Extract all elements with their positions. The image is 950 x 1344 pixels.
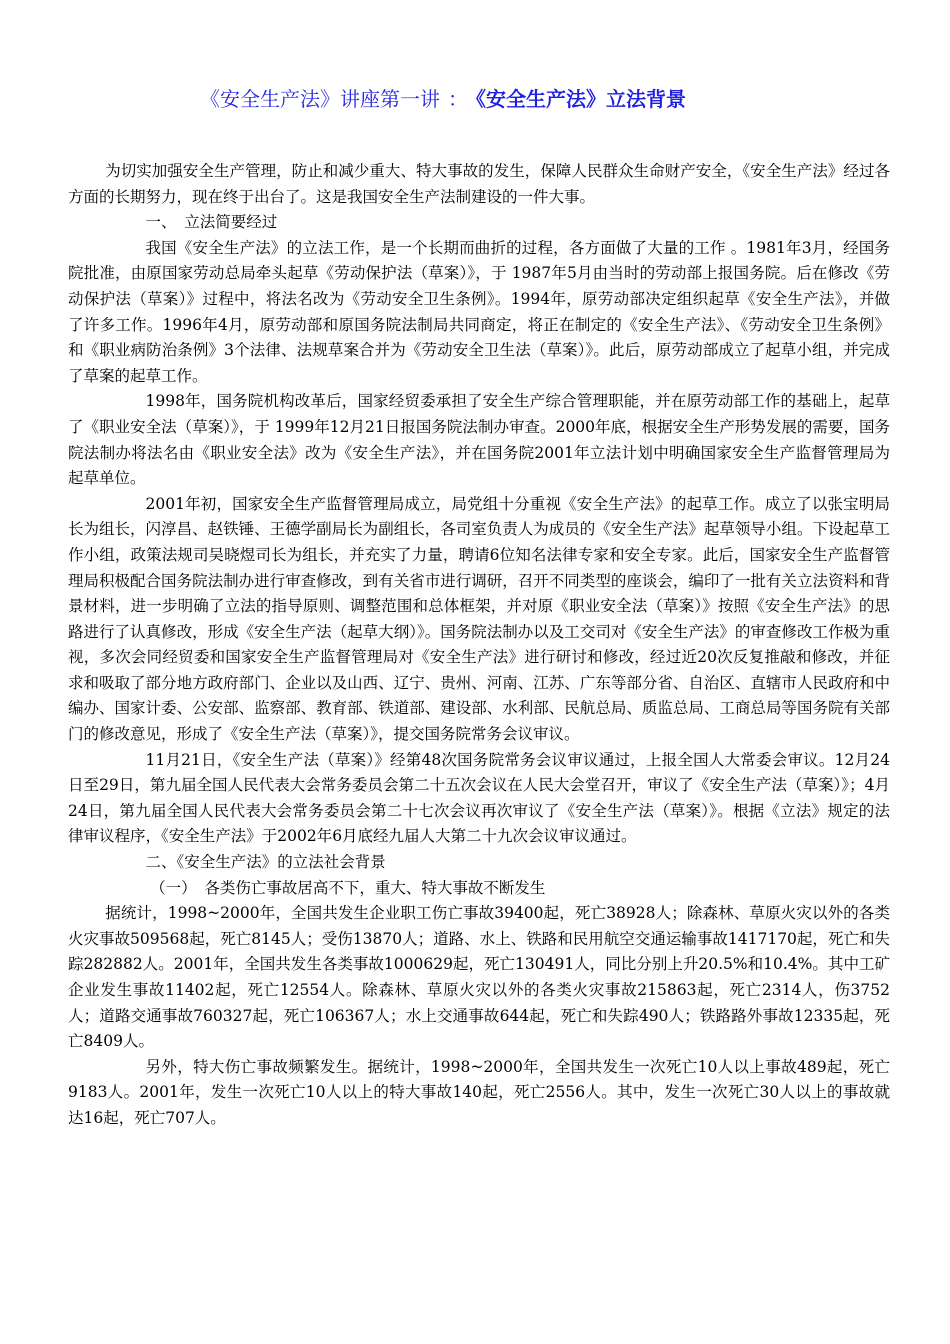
section-heading-1: 一、 立法简要经过 (145, 213, 278, 232)
title-main: 《安全生产法》立法背景 (476, 87, 686, 111)
intro-paragraph: 为切实加强安全生产管理，防止和减少重大、特大事故的发生，保障人民群众生命财产安全，《安全生产法》经过各方面的长期努力，现在终于出台了。这是我国安全生产法制建设的一件大事。 (68, 162, 890, 206)
body-paragraph: 另外，特大伤亡事故频繁发生。据统计，1998~2000年，全国共发生一次死亡10人以上事故489起，死亡9183人。2001年，发生一次死亡10人以上的特大事故140起，死亡2556人。其中，发生一次死亡30人以上的事故就达16起，死亡707人。 (68, 1057, 890, 1127)
section-heading-2: 二、《安全生产法》的立法社会背景 (145, 853, 386, 872)
body-paragraph: 我国《安全生产法》的立法工作，是一个长期而曲折的过程，各方面做了大量的工作 。1981年3月，经国务院批准，由原国家劳动总局牵头起草《劳动保护法（草案）》，于 1987年5月由当时的劳动部上报国务院。后在修改《劳动保护法（草案）》过程中，将法名改为《劳动安全卫生条例》。1994年，原劳动部决定组织起草《安全生产法》，并做了许多工作。1996年4月，原劳动部和原国务院法制局共同商定，将正在制定的《安全生产法》、《劳动安全卫生条例》和《职业病防治条例》3个法律、法规草案合并为《劳动安全卫生法（草案）》。此后，原劳动部成立了起草小组，并完成了草案的起草工作。 (68, 238, 890, 385)
subsection-heading-1: （一） 各类伤亡事故居高不下，重大、特大事故不断发生 (150, 878, 546, 897)
body-paragraph: 1998年，国务院机构改革后，国家经贸委承担了安全生产综合管理职能，并在原劳动部工作的基础上，起草了《职业安全法（草案）》，于 1999年12月21日报国务院法制办审查。2000年底，根据安全生产形势发展的需要，国务院法制办将法名由《职业安全法》改为《安全生产法》，并在国务院2001年立法计划中明确国家安全生产监督管理局为起草单位。 (68, 392, 890, 488)
body-paragraph: 据统计，1998~2000年，全国共发生企业职工伤亡事故39400起，死亡38928人；除森林、草原火灾以外的各类火灾事故509568起，死亡8145人；受伤13870人；道路、水上、铁路和民用航空交通运输事故1417170起，死亡和失踪282882人。2001年，全国共发生各类事故1000629起，死亡130491人，同比分别上升20.5%和10.4%。其中工矿企业发生事故11402起，死亡12554人。除森林、草原火灾以外的各类火灾事故215863起，死亡2314人，伤3752人；道路交通事故760327起，死亡106367人；水上交通事故644起，死亡和失踪490人；铁路路外事故12335起，死亡8409人。 (68, 904, 890, 1051)
title-prefix: 《安全生产法》讲座第一讲 (200, 87, 440, 111)
body-paragraph: 11月21日，《安全生产法（草案）》经第48次国务院常务会议审议通过，上报全国人大常委会审议。12月24日至29日，第九届全国人民代表大会常务委员会第二十五次会议在人民大会堂召开，审议了《安全生产法（草案）》；4月24日，第九届全国人民代表大会常务委员会第二十七次会议再次审议了《安全生产法（草案）》。根据《立法》规定的法律审议程序，《安全生产法》于2002年6月底经九届人大第二十九次会议审议通过。 (68, 750, 890, 846)
document-page (68, 86, 890, 1132)
page-title (68, 86, 890, 112)
document-body (68, 159, 890, 1132)
body-paragraph: 2001年初，国家安全生产监督管理局成立，局党组十分重视《安全生产法》的起草工作。成立了以张宝明局长为组长，闪淳昌、赵铁锤、王德学副局长为副组长，各司室负责人为成员的《安全生产法》起草领导小组。下设起草工作小组，政策法规司吴晓煜司长为组长，并充实了力量，聘请6位知名法律专家和安全专家。此后，国家安全生产监督管理局积极配合国务院法制办进行审查修改，到有关省市进行调研，召开不同类型的座谈会，编印了一批有关立法资料和背景材料，进一步明确了立法的指导原则、调整范围和总体框架，并对原《职业安全法（草案）》按照《安全生产法》的思路进行了认真修改，形成《安全生产法（起草大纲）》。国务院法制办以及工交司对《安全生产法》的审查修改工作极为重视，多次会同经贸委和国家安全生产监督管理局对《安全生产法》进行研讨和修改，经过近20次反复推敲和修改，并征求和吸取了部分地方政府部门、企业以及山西、辽宁、贵州、河南、江苏、广东等部分省、自治区、直辖市人民政府和中编办、国家计委、公安部、监察部、教育部、铁道部、建设部、水利部、民航总局、质监总局、工商总局等国务院有关部门的修改意见，形成了《安全生产法（草案）》，提交国务院常务会议审议。 (68, 494, 890, 744)
title-separator: ： (448, 87, 468, 111)
